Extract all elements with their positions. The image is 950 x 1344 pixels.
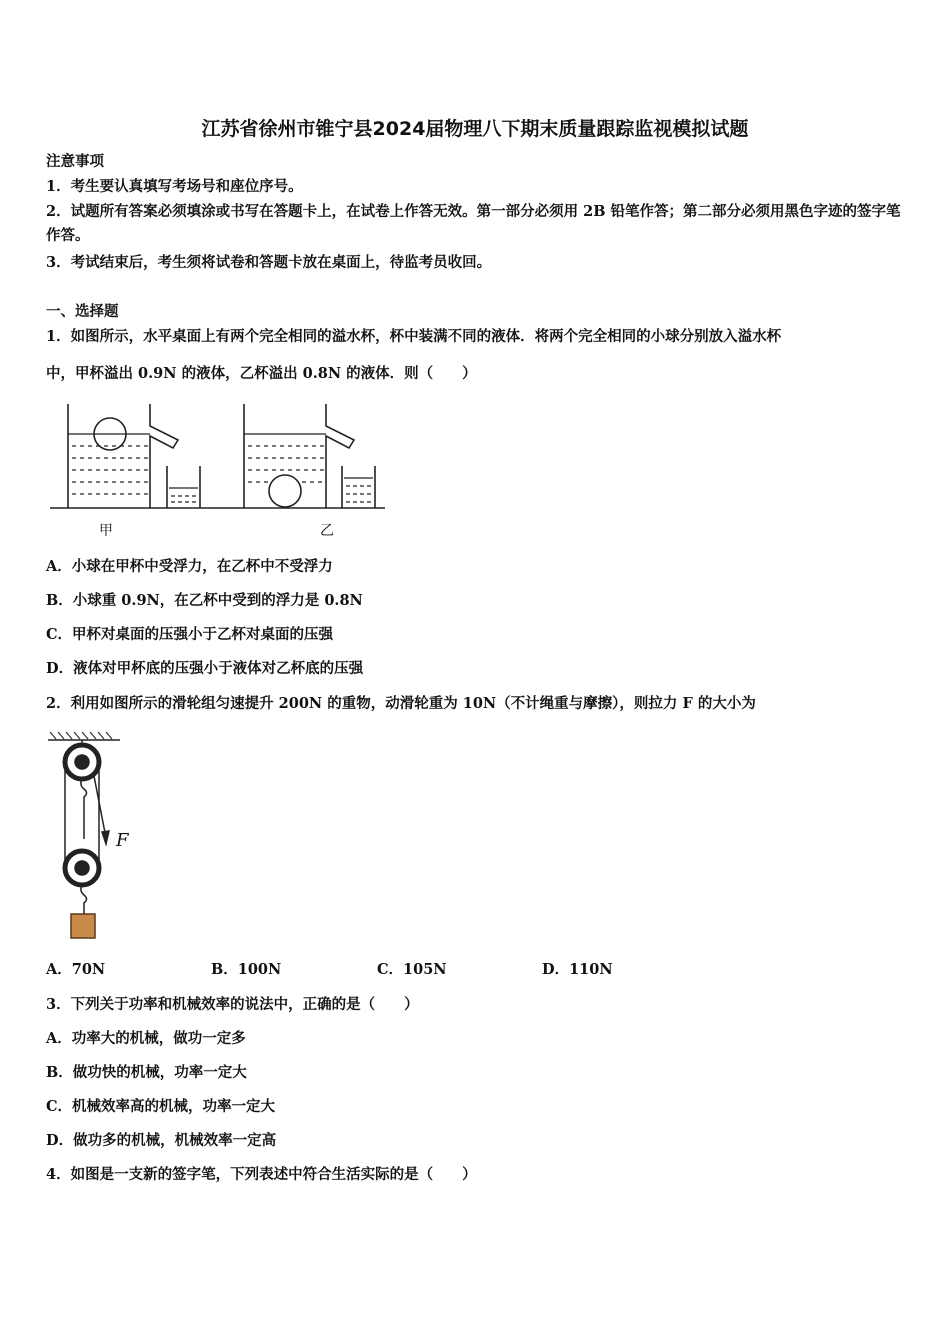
q2-option-b: B．100N [211,961,282,978]
q2-option-a: A．70N [46,961,106,978]
fig-label-yi: 乙 [320,523,334,539]
q3-option-d: D．做功多的机械，机械效率一定高 [46,1132,277,1149]
overflow-cups-figure [40,398,400,543]
q3-option-c: C．机械效率高的机械，功率一定大 [46,1098,276,1115]
page-title: 江苏省徐州市锥宁县2024届物理八下期末质量跟踪监视模拟试题 [201,118,749,140]
q4-stem: 4．如图是一支新的签字笔，下列表述中符合生活实际的是（ ） [46,1166,477,1183]
q1-option-d: D．液体对甲杯底的压强小于液体对乙杯底的压强 [46,660,364,677]
q1-option-a: A．小球在甲杯中受浮力，在乙杯中不受浮力 [46,558,333,575]
fig-label-jia: 甲 [99,523,113,539]
q2-stem: 2．利用如图所示的滑轮组匀速提升 200N 的重物，动滑轮重为 10N（不计绳重与摩擦），则拉力 F 的大小为 [46,695,756,712]
q2-option-c: C．105N [377,961,447,978]
notice-heading: 注意事项 [46,153,104,170]
q1-stem-line1: 1．如图所示，水平桌面上有两个完全相同的溢水杯，杯中装满不同的液体．将两个完全相同的小球分别放入溢水杯 [46,328,782,345]
section-heading: 一、选择题 [46,303,119,320]
force-label-f: F [116,830,129,851]
notice-item-2: 2．试题所有答案必须填涂或书写在答题卡上，在试卷上作答无效。第一部分必须用 2B 铅笔作答；第二部分必须用黑色字迹的签字笔作答。 [46,203,901,244]
pulley-figure [42,728,152,943]
q3-stem: 3．下列关于功率和机械效率的说法中，正确的是（ ） [46,996,419,1013]
q1-option-b: B．小球重 0.9N，在乙杯中受到的浮力是 0.8N [46,592,363,609]
q1-stem-line2: 中，甲杯溢出 0.9N 的液体，乙杯溢出 0.8N 的液体．则（ ） [46,365,477,382]
notice-item-3: 3．考试结束后，考生须将试卷和答题卡放在桌面上，待监考员收回。 [46,254,492,271]
notice-item-1: 1．考生要认真填写考场号和座位序号。 [46,178,303,195]
q2-option-d: D．110N [542,961,613,978]
q1-option-c: C．甲杯对桌面的压强小于乙杯对桌面的压强 [46,626,334,643]
q3-option-a: A．功率大的机械，做功一定多 [46,1030,246,1047]
q3-option-b: B．做功快的机械，功率一定大 [46,1064,247,1081]
